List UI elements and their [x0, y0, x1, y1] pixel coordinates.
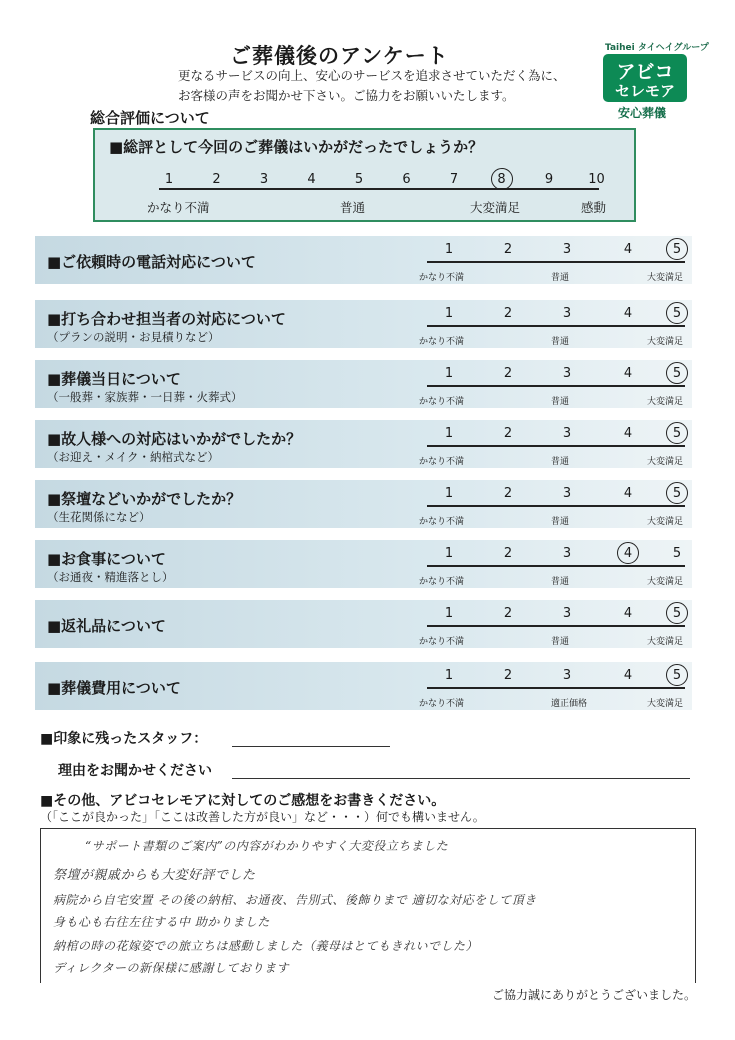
rating-scale-line [427, 445, 685, 447]
rating-option-4[interactable]: 4 [623, 426, 633, 441]
rating-question-sub: （一般葬・家族葬・一日葬・火葬式） [47, 390, 243, 404]
rating-option-3[interactable]: 3 [562, 668, 572, 683]
overall-label-high: 大変満足 [470, 200, 521, 215]
rating-question: ■ご依頼時の電話対応について [47, 253, 256, 271]
rating-label-mid: 適正価格 [551, 699, 588, 709]
brand-logo [603, 54, 687, 102]
comments-subtext: （「ここが良かった」「ここは改善した方が良い」など・・・）何でも構いません。 [40, 810, 485, 824]
rating-option-1[interactable]: 1 [444, 426, 454, 441]
rating-option-1[interactable]: 1 [444, 606, 454, 621]
rating-option-3[interactable]: 3 [562, 546, 572, 561]
selected-circle-mark [666, 238, 688, 260]
rating-label-mid: 普通 [551, 637, 570, 647]
rating-option-3[interactable]: 3 [562, 366, 572, 381]
rating-option-4[interactable]: 4 [623, 606, 633, 621]
comment-line-6: ディレクターの新保様に感謝しております [53, 961, 290, 975]
staff-question: ■印象に残ったスタッフ： [40, 731, 208, 747]
overall-section-title: 総合評価について [90, 109, 210, 127]
rating-scale-line [427, 565, 685, 567]
rating-row [35, 360, 692, 408]
rating-question-sub: （お迎え・メイク・納棺式など） [47, 450, 220, 464]
rating-option-5[interactable]: 5 [672, 486, 682, 501]
rating-label-high: 大変満足 [647, 517, 684, 527]
rating-label-high: 大変満足 [647, 637, 684, 647]
overall-question: ■総評として今回のご葬儀はいかがだったでしょうか？ [109, 138, 484, 156]
rating-option-5[interactable]: 5 [672, 242, 682, 257]
overall-label-low: かなり不満 [147, 200, 210, 215]
rating-option-2[interactable]: 2 [503, 606, 513, 621]
rating-label-mid: 普通 [551, 577, 570, 587]
rating-scale-line [427, 261, 685, 263]
overall-option-2[interactable]: 2 [212, 172, 221, 187]
rating-option-4[interactable]: 4 [623, 546, 633, 561]
rating-scale-line [427, 625, 685, 627]
rating-option-2[interactable]: 2 [503, 486, 513, 501]
selected-circle-mark [666, 664, 688, 686]
rating-label-low: かなり不満 [419, 397, 465, 407]
rating-option-3[interactable]: 3 [562, 606, 572, 621]
overall-option-9[interactable]: 9 [544, 172, 554, 187]
rating-option-3[interactable]: 3 [562, 426, 572, 441]
rating-question: ■葬儀費用について [47, 679, 181, 697]
rating-row [35, 540, 692, 588]
overall-option-3[interactable]: 3 [259, 172, 269, 187]
comment-line-5: 納棺の時の花嫁姿での旅立ちは感動しました（義母はとてもきれいでした） [53, 939, 479, 953]
rating-label-low: かなり不満 [419, 699, 465, 709]
rating-option-2[interactable]: 2 [503, 366, 513, 381]
brand-logo-line1: アビコ [616, 61, 674, 83]
rating-label-mid: 普通 [551, 273, 570, 283]
comment-line-4: 身も心も右往左往する中 助かりました [53, 915, 270, 929]
selected-circle-mark [491, 168, 513, 190]
rating-option-5[interactable]: 5 [672, 306, 682, 321]
selected-circle-mark [666, 482, 688, 504]
rating-label-mid: 普通 [551, 517, 570, 527]
comment-line-3: 病院から自宅安置 その後の納棺、お通夜、告別式、後飾りまで 適切な対応をして頂き [53, 893, 537, 907]
rating-question: ■お食事について [47, 550, 166, 568]
rating-option-4[interactable]: 4 [623, 486, 633, 501]
rating-row [35, 420, 692, 468]
rating-question: ■葬儀当日について [47, 370, 181, 388]
rating-scale-line [427, 385, 685, 387]
rating-option-1[interactable]: 1 [444, 242, 454, 257]
rating-question: ■返礼品について [47, 617, 166, 635]
rating-row [35, 600, 692, 648]
overall-option-7[interactable]: 7 [449, 172, 459, 187]
rating-label-high: 大変満足 [647, 699, 684, 709]
reason-answer-line[interactable] [232, 778, 690, 779]
rating-option-5[interactable]: 5 [672, 606, 682, 621]
comments-question: ■その他、アビコセレモアに対してのご感想をお書きください。 [40, 793, 446, 809]
thanks-text: ご協力誠にありがとうございました。 [492, 988, 697, 1002]
rating-label-low: かなり不満 [419, 457, 465, 467]
selected-circle-mark [666, 422, 688, 444]
overall-option-10[interactable]: 10 [588, 172, 605, 187]
rating-option-4[interactable]: 4 [623, 242, 633, 257]
brand-group-label: Taihei タイヘイグループ [605, 43, 709, 53]
rating-option-1[interactable]: 1 [444, 366, 454, 381]
page-title: ご葬儀後のアンケート [230, 44, 449, 68]
rating-question: ■故人様への対応はいかがでしたか？ [47, 430, 302, 448]
rating-question-sub: （プランの説明・お見積りなど） [47, 330, 220, 344]
rating-option-3[interactable]: 3 [562, 242, 572, 257]
rating-label-low: かなり不満 [419, 577, 465, 587]
rating-option-4[interactable]: 4 [623, 306, 633, 321]
overall-option-8[interactable]: 8 [497, 172, 506, 187]
overall-label-mid: 普通 [340, 200, 366, 215]
selected-circle-mark [666, 362, 688, 384]
reason-question: 理由をお聞かせください [58, 763, 212, 779]
intro-line-2: お客様の声をお聞かせ下さい。ご協力をお願いいたします。 [178, 88, 515, 103]
rating-question-sub: （生花関係になど） [47, 510, 151, 524]
rating-row [35, 480, 692, 528]
rating-label-high: 大変満足 [647, 273, 684, 283]
comment-line-1: “サポート書類のご案内”の内容がわかりやすく大変役立ちました [85, 839, 449, 853]
rating-option-4[interactable]: 4 [623, 668, 633, 683]
rating-option-3[interactable]: 3 [562, 306, 572, 321]
rating-option-3[interactable]: 3 [562, 486, 572, 501]
rating-option-1[interactable]: 1 [444, 668, 454, 683]
overall-option-1[interactable]: 1 [164, 172, 174, 187]
rating-option-5[interactable]: 5 [672, 668, 682, 683]
rating-label-high: 大変満足 [647, 337, 684, 347]
rating-scale-line [427, 325, 685, 327]
rating-scale-line [427, 687, 685, 689]
brand-logo-line2: セレモア [614, 82, 675, 100]
intro-text [178, 66, 566, 106]
rating-option-5[interactable]: 5 [672, 366, 682, 381]
comment-line-2: 祭壇が親戚からも大変好評でした [53, 868, 256, 883]
rating-option-1[interactable]: 1 [444, 486, 454, 501]
rating-question: ■祭壇などいかがでしたか？ [47, 490, 242, 508]
overall-panel [93, 128, 636, 222]
rating-option-5[interactable]: 5 [672, 546, 682, 561]
rating-option-2[interactable]: 2 [503, 306, 513, 321]
overall-option-5[interactable]: 5 [354, 172, 364, 187]
intro-line-1: 更なるサービスの向上、安心のサービスを追求させていただく為に、 [178, 68, 566, 83]
rating-option-2[interactable]: 2 [503, 546, 513, 561]
rating-option-4[interactable]: 4 [623, 366, 633, 381]
rating-row [35, 662, 692, 710]
rating-option-2[interactable]: 2 [503, 668, 513, 683]
staff-answer-line[interactable] [232, 746, 390, 747]
rating-label-low: かなり不満 [419, 273, 465, 283]
rating-label-mid: 普通 [551, 337, 570, 347]
rating-option-1[interactable]: 1 [444, 306, 454, 321]
rating-option-2[interactable]: 2 [503, 242, 513, 257]
rating-label-high: 大変満足 [647, 397, 684, 407]
selected-circle-mark [666, 602, 688, 624]
rating-scale-line [427, 505, 685, 507]
brand-tagline: 安心葬儀 [618, 106, 667, 120]
rating-row [35, 236, 692, 284]
overall-option-6[interactable]: 6 [402, 172, 411, 187]
overall-rating-scale[interactable] [95, 130, 634, 220]
rating-question: ■打ち合わせ担当者の対応について [47, 310, 286, 328]
selected-circle-mark [617, 542, 639, 564]
rating-option-5[interactable]: 5 [672, 426, 682, 441]
rating-label-high: 大変満足 [647, 577, 684, 587]
rating-label-high: 大変満足 [647, 457, 684, 467]
selected-circle-mark [666, 302, 688, 324]
rating-label-low: かなり不満 [419, 337, 465, 347]
overall-option-4[interactable]: 4 [307, 172, 316, 187]
rating-label-low: かなり不満 [419, 637, 465, 647]
rating-label-low: かなり不満 [419, 517, 465, 527]
rating-option-2[interactable]: 2 [503, 426, 513, 441]
overall-label-top: 感動 [581, 200, 607, 215]
rating-row [35, 300, 692, 348]
rating-label-mid: 普通 [551, 397, 570, 407]
rating-question-sub: （お通夜・精進落とし） [47, 570, 174, 584]
comments-box[interactable] [40, 828, 696, 983]
rating-option-1[interactable]: 1 [444, 546, 454, 561]
overall-scale-line [159, 188, 599, 190]
rating-label-mid: 普通 [551, 457, 570, 467]
